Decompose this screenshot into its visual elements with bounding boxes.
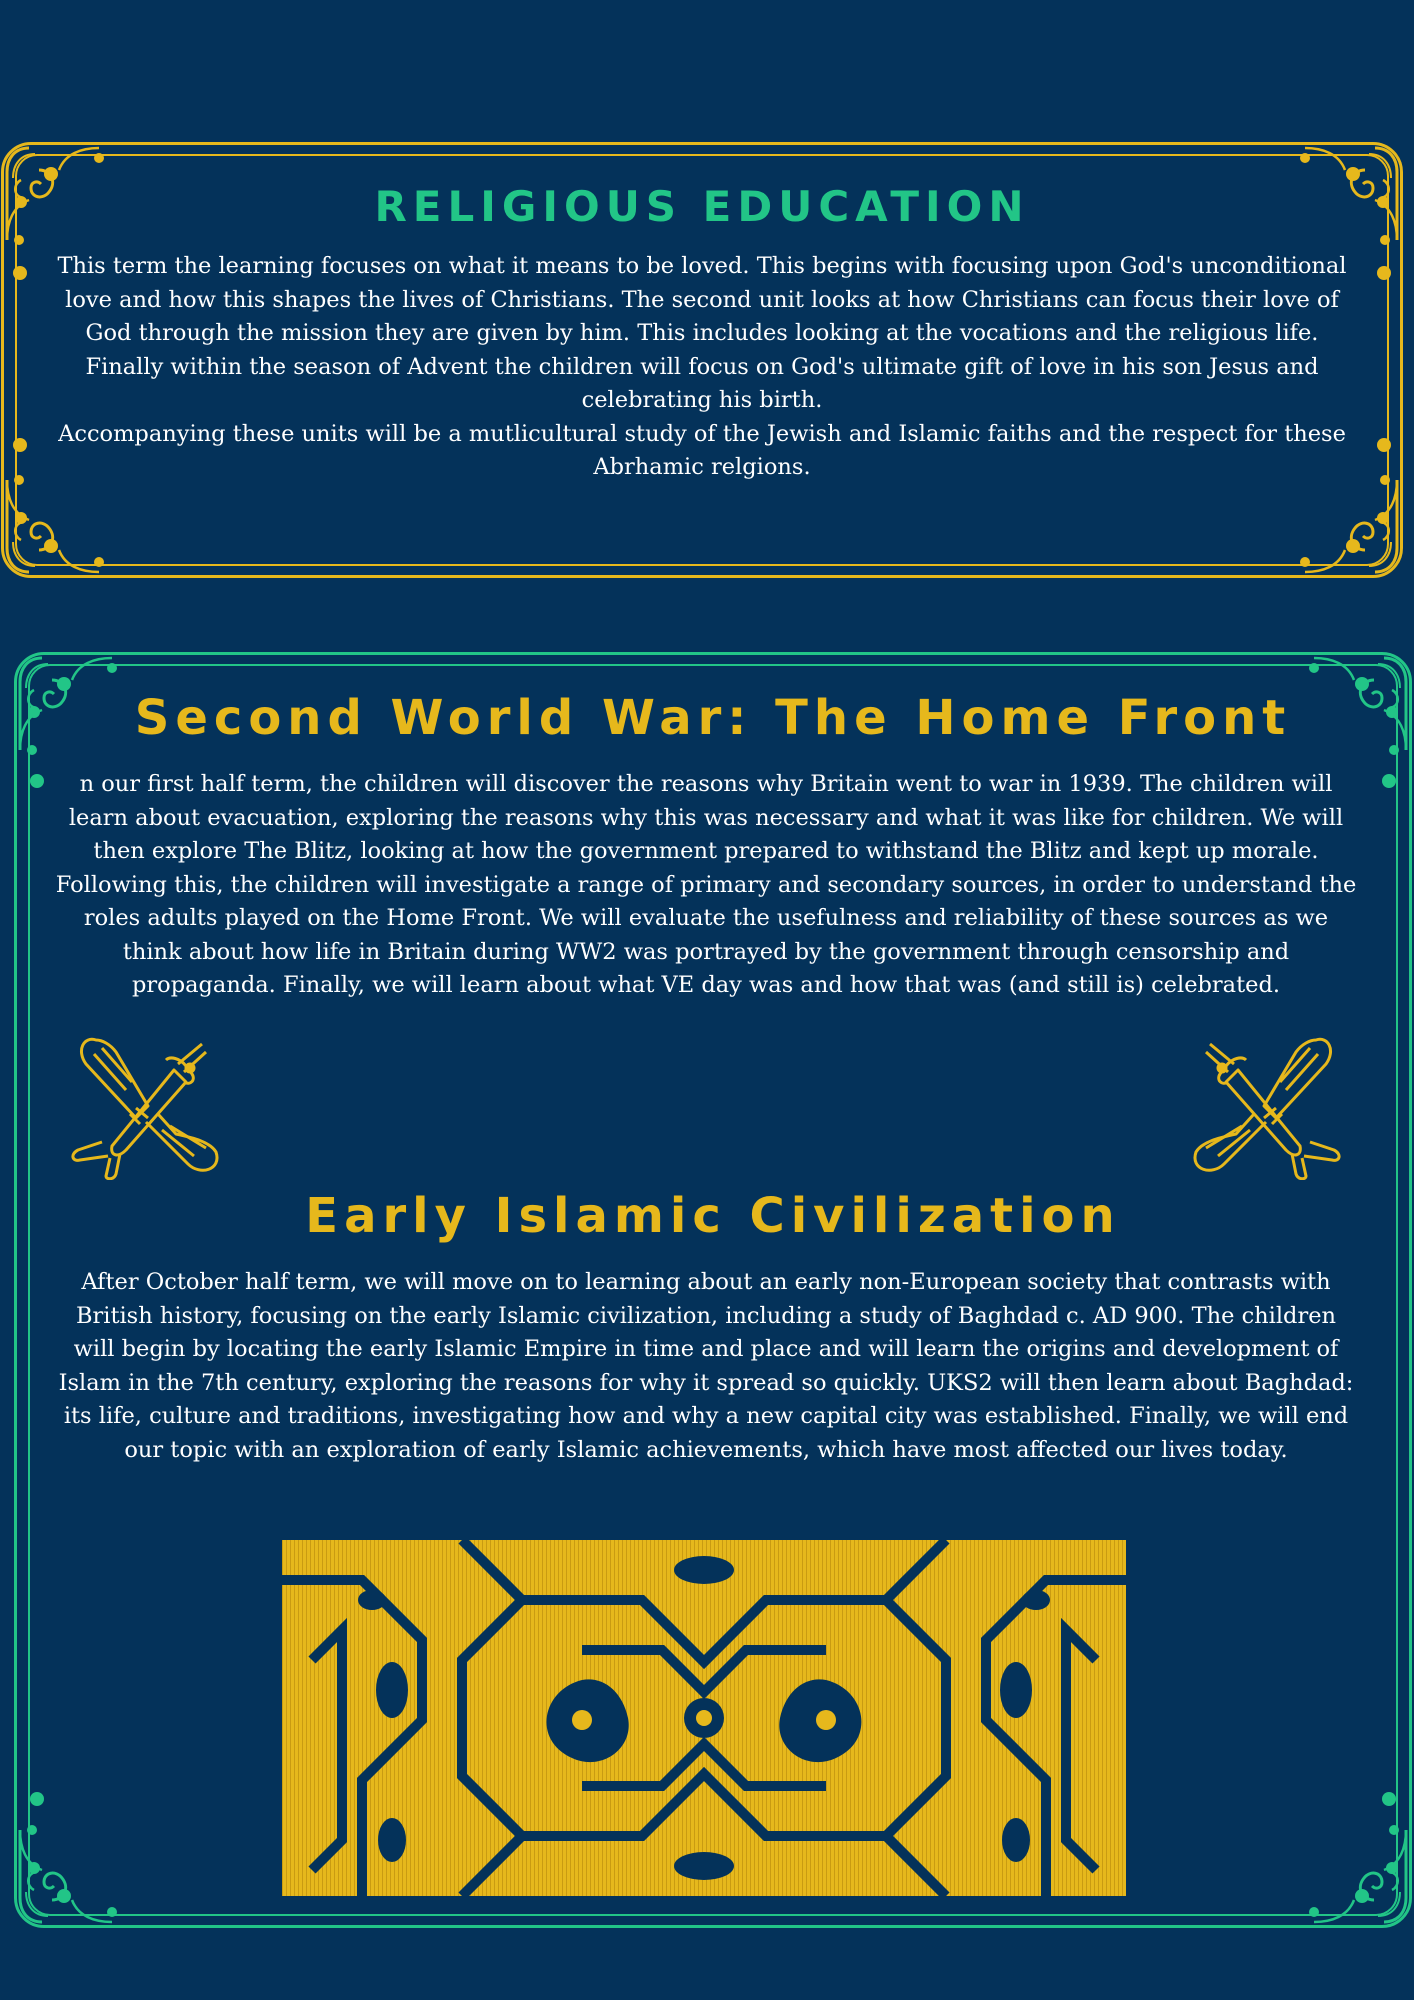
islamic-civilization-body: After October half term, we will move on to learning about an early non-European society that contrasts with British history, focusing on the early Islamic civilization, including a study of Baghdad c. AD 900. The children will begin by locating the early Islamic Empire in time and place and will learn the origins and development of Islam in the 7th century, exploring the reasons for why it spread so quickly. UKS2 will then learn about Baghdad: its life, culture and traditions, investigating how and why a new capital city was established. Finally, we will end our topic with an exploration of early Islamic achievements, which have most affected our lives today. — [58, 1269, 1354, 1463]
home-front-body: n our first half term, the children will discover the reasons why Britain went to war in 1939. The children will learn about evacuation, exploring the reasons why this was necessary and what it was like for children. We will then explore The Blitz, looking at how the government prepared to withstand the Blitz and kept up morale. Following this, the children will investigate a range of primary and secondary sources, in order to understand the roles adults played on the Home Front. We will evaluate the usefulness and reliability of these sources as we think about how life in Britain during WW2 was portrayed by the government through censorship and propaganda. Finally, we will learn about what VE day was and how that was (and still is) celebrated. — [55, 771, 1357, 998]
ornament-dot-icon — [1377, 438, 1391, 452]
ornament-dot-icon — [1382, 774, 1396, 788]
religious-education-paragraph: This term the learning focuses on what it means to be loved. This begins with focusing upon God's unconditional love and how this shapes the lives of Christians. The second unit looks at how Christians can focus their love of God through the mission they are given by him. This includes looking at the vocations and the religious life. Finally within the season of Advent the children will focus on God's ultimate gift of love in his son Jesus and celebrating his birth. — [57, 253, 1347, 413]
airplane-icon — [66, 1030, 226, 1180]
ornament-dot-icon — [13, 266, 27, 280]
ornament-dot-icon — [13, 438, 27, 452]
scroll-corner-icon — [12, 1820, 122, 1930]
religious-education-panel — [1, 142, 1403, 578]
islamic-civilization-title: Early Islamic Civilization — [305, 1188, 1121, 1244]
airplane-icon — [1186, 1030, 1346, 1180]
islamic-pattern-icon — [282, 1540, 1126, 1896]
scroll-corner-icon — [1295, 470, 1405, 580]
religious-education-body — [51, 250, 1353, 485]
ornament-dot-icon — [30, 1792, 44, 1806]
ornament-dot-icon — [1377, 266, 1391, 280]
ornament-dot-icon — [30, 774, 44, 788]
home-front-title: Second World War: The Home Front — [134, 690, 1292, 746]
scroll-corner-icon — [1304, 1820, 1414, 1930]
ornament-dot-icon — [1382, 1792, 1396, 1806]
religious-education-paragraph: Accompanying these units will be a mutlicultural study of the Jewish and Islamic faiths and the respect for these Abrhamic relgions. — [58, 420, 1346, 480]
history-panel — [14, 652, 1412, 1928]
religious-education-title: RELIGIOUS EDUCATION — [374, 182, 1030, 231]
scroll-corner-icon — [0, 470, 109, 580]
